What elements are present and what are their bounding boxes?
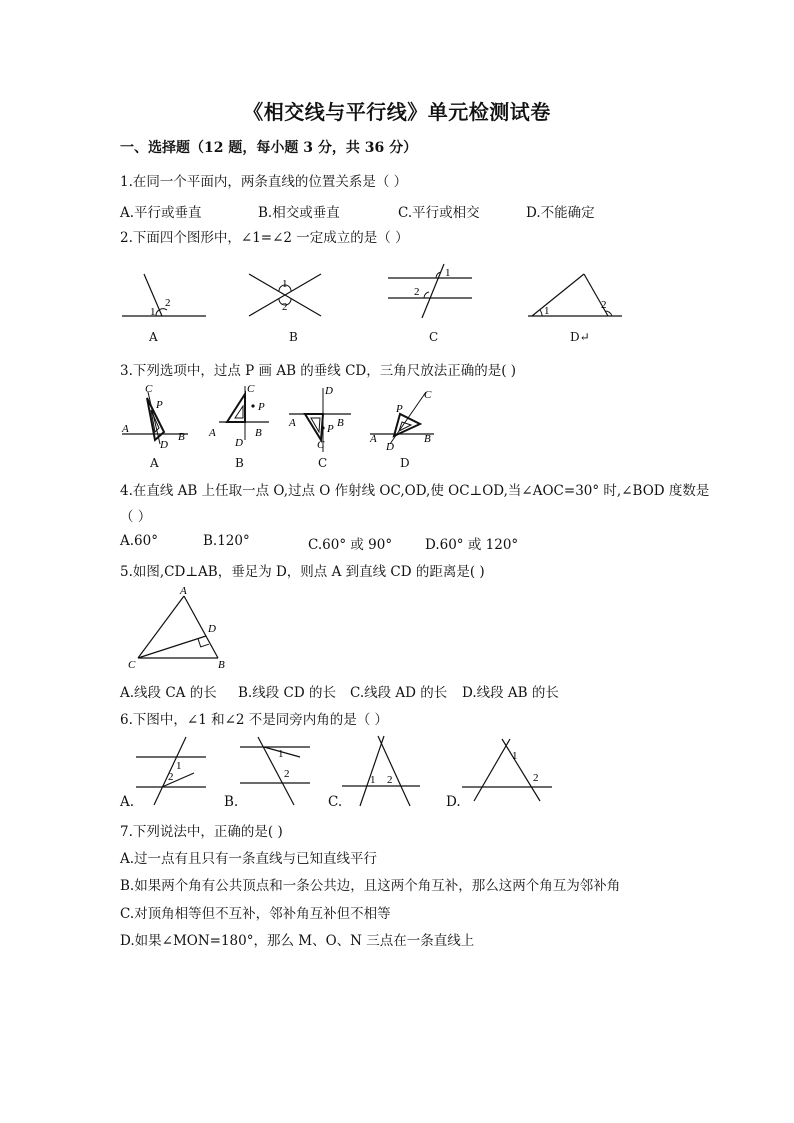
q3-fig-a-label: A xyxy=(150,456,159,470)
q4-stem-cont: （ ） xyxy=(120,509,152,525)
q3-fig-c-label: C xyxy=(318,456,328,470)
q2-fig-a-label: A xyxy=(149,330,158,344)
q6-figure-d xyxy=(460,735,556,807)
q2-figure-b xyxy=(245,270,325,322)
section-heading: 一、选择题（12 题，每小题 3 分，共 36 分） xyxy=(120,140,418,156)
q4-option-c: C.60° 或 90° xyxy=(308,537,393,553)
q3-fig-d-label: D xyxy=(400,456,410,470)
q6c-angle-1: 1 xyxy=(370,774,376,786)
q6b-angle-1: 1 xyxy=(278,748,284,760)
q4-option-a: A.60° xyxy=(120,533,158,549)
q1-option-d: D.不能确定 xyxy=(526,205,595,221)
q2-figure-a xyxy=(120,272,210,332)
q2-stem: 2.下面四个图形中，∠1=∠2 一定成立的是（ ） xyxy=(120,230,409,246)
q3b-point-d: D xyxy=(235,437,243,449)
q4-option-b: B.120° xyxy=(203,533,250,549)
q5-point-a: A xyxy=(180,585,187,597)
q2-figure-d xyxy=(526,270,626,322)
q7-option-d: D.如果∠MON=180°，那么 M、O、N 三点在一条直线上 xyxy=(120,933,475,949)
q3c-point-p: P xyxy=(327,423,334,435)
q3c-point-a: A xyxy=(289,417,296,429)
q2c-angle-1: 1 xyxy=(445,267,451,279)
q3-figure-a xyxy=(120,382,192,452)
q5-point-b: B xyxy=(218,659,225,671)
q6c-angle-2: 2 xyxy=(387,774,393,786)
page-title: 《相交线与平行线》单元检测试卷 xyxy=(243,100,551,124)
q3-figure-d xyxy=(366,384,438,454)
q6d-angle-2: 2 xyxy=(533,772,539,784)
q7-option-b: B.如果两个角有公共顶点和一条公共边，且这两个角互补，那么这两个角互为邻补角 xyxy=(120,878,621,894)
q2a-angle-2: 2 xyxy=(165,297,171,309)
q3d-point-b: B xyxy=(424,433,431,445)
q5-option-d: D.线段 AB 的长 xyxy=(462,685,559,701)
q3a-point-d: D xyxy=(160,439,168,451)
q6-fig-b-label: B. xyxy=(224,794,239,810)
q7-option-c: C.对顶角相等但不互补，邻补角互补但不相等 xyxy=(120,906,391,922)
q3-figure-b xyxy=(205,382,275,452)
q3b-point-a: A xyxy=(209,427,216,439)
q3-figure-c xyxy=(285,382,355,454)
q2b-angle-2: 2 xyxy=(282,301,288,313)
q1-option-b: B.相交或垂直 xyxy=(258,205,340,221)
q3c-point-c: C xyxy=(317,439,325,451)
q4-option-d: D.60° 或 120° xyxy=(425,537,519,553)
q2-figure-c xyxy=(386,262,476,322)
q3d-point-p: P xyxy=(396,403,403,415)
q3b-point-b: B xyxy=(255,427,262,439)
q6-fig-a-label: A. xyxy=(120,794,135,810)
q5-point-d: D xyxy=(208,623,216,635)
q6-fig-c-label: C. xyxy=(328,794,343,810)
q3a-point-p: P xyxy=(156,399,163,411)
q2c-angle-2: 2 xyxy=(414,286,420,298)
q5-option-c: C.线段 AD 的长 xyxy=(350,685,448,701)
q2-fig-d-label: D↵ xyxy=(570,330,590,344)
q5-point-c: C xyxy=(128,659,136,671)
q6-figure-b xyxy=(238,735,318,807)
q3d-point-d: D xyxy=(386,441,394,453)
q6d-angle-1: 1 xyxy=(512,750,518,762)
q5-stem: 5.如图,CD⊥AB，垂足为 D，则点 A 到直线 CD 的距离是( ) xyxy=(120,564,485,580)
q7-option-a: A.过一点有且只有一条直线与已知直线平行 xyxy=(120,851,378,867)
q6-figure-a xyxy=(132,735,212,807)
q6a-angle-2: 2 xyxy=(168,771,174,783)
q3a-point-b: B xyxy=(178,431,185,443)
q6-stem: 6.下图中，∠1 和∠2 不是同旁内角的是（ ） xyxy=(120,712,389,728)
q6-figure-c xyxy=(340,732,424,808)
q7-stem: 7.下列说法中，正确的是( ) xyxy=(120,824,283,840)
q5-option-a: A.线段 CA 的长 xyxy=(120,685,217,701)
q1-option-a: A.平行或垂直 xyxy=(120,205,202,221)
q2d-angle-2: 2 xyxy=(601,299,607,311)
q1-option-c: C.平行或相交 xyxy=(398,205,480,221)
q3a-point-a: A xyxy=(122,423,129,435)
q4-stem: 4.在直线 AB 上任取一点 O,过点 O 作射线 OC,OD,使 OC⊥OD,当∠AOC=30° 时,∠BOD 度数是 xyxy=(120,483,710,499)
q3d-point-a: A xyxy=(370,433,377,445)
q3-stem: 3.下列选项中，过点 P 画 AB 的垂线 CD，三角尺放法正确的是( ) xyxy=(120,363,517,379)
q3c-point-d: D xyxy=(325,385,333,397)
q3b-point-c: C xyxy=(247,383,255,395)
q2-fig-c-label: C xyxy=(429,330,439,344)
q2d-angle-1: 1 xyxy=(544,305,550,317)
q3d-point-c: C xyxy=(424,389,432,401)
q3b-point-p: P xyxy=(258,401,265,413)
q2-fig-b-label: B xyxy=(289,330,298,344)
q6a-angle-1: 1 xyxy=(176,760,182,772)
q6-fig-d-label: D. xyxy=(446,794,461,810)
q2a-angle-1: 1 xyxy=(150,306,156,318)
q3a-point-c: C xyxy=(145,383,153,395)
q2b-angle-1: 1 xyxy=(282,278,288,290)
q5-option-b: B.线段 CD 的长 xyxy=(238,685,336,701)
q5-figure xyxy=(122,584,234,670)
q3-fig-b-label: B xyxy=(235,456,244,470)
q6b-angle-2: 2 xyxy=(284,768,290,780)
q3c-point-b: B xyxy=(337,417,344,429)
q1-stem: 1.在同一个平面内，两条直线的位置关系是（ ） xyxy=(120,174,408,190)
